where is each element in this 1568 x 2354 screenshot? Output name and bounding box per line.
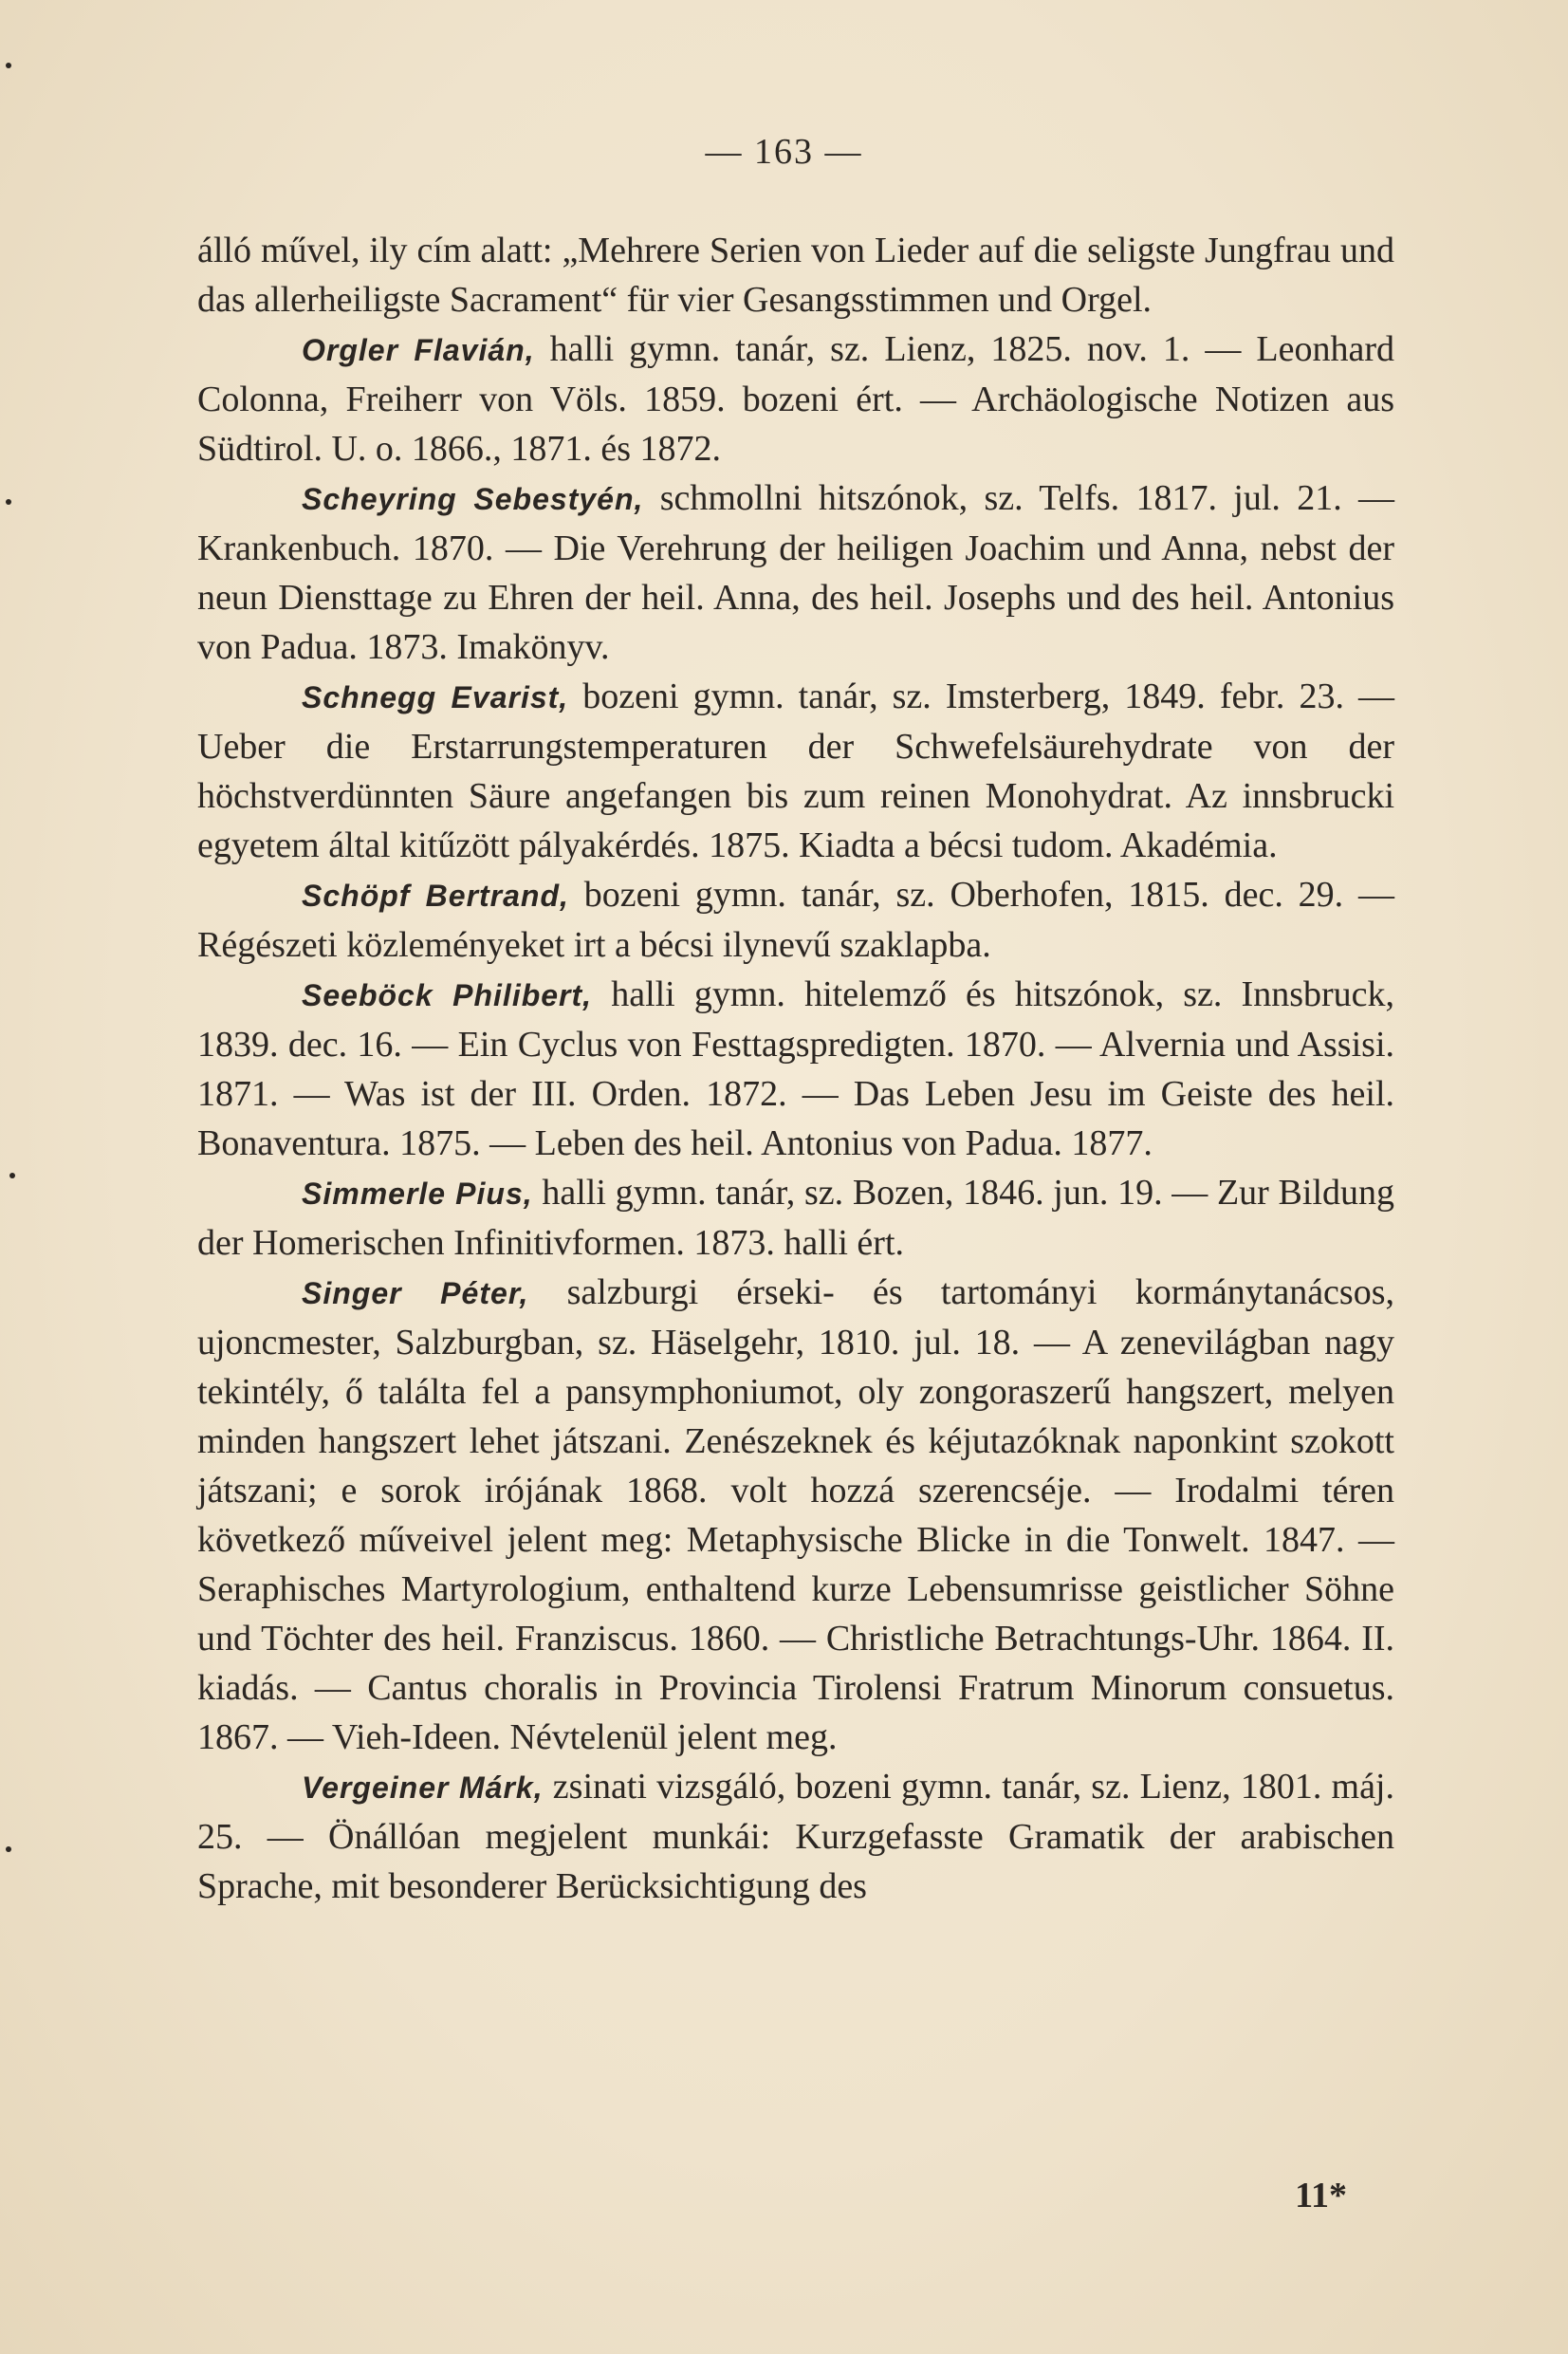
entry-text: zsinati vizsgáló, bozeni gymn. tanár, sz. Lienz, 1801. máj. 25. — Önállóan megjelent munkái: Kurzgefasste Gramatik der arabischen Sprache, mit besonderer Berücksichtigung des: [197, 1767, 1394, 1906]
entry-scheyring: [197, 473, 1394, 672]
entry-orgler: [197, 324, 1394, 473]
entry-simmerle: [197, 1168, 1394, 1268]
margin-speck: [6, 499, 11, 505]
page-body: [197, 226, 1394, 1911]
paragraph-text: álló művel, ily cím alatt: „Mehrere Serien von Lieder auf die seligste Jungfrau und das allerheiligste Sacrament“ für vier Gesangsstimmen und Orgel.: [197, 231, 1394, 320]
entry-text: bozeni gymn. tanár, sz. Imsterberg, 1849. febr. 23. — Ueber die Erstarrungstemperaturen der Schwefelsäurehydrate von der höchstverdünnten Säure angefangen bis zum reinen Monohydrat. Az innsbrucki egyetem által kitűzött pályakérdés. 1875. Kiadta a bécsi tudom. Akadémia.: [197, 677, 1394, 865]
paragraph-continuation: [197, 226, 1394, 324]
entry-text: halli gymn. tanár, sz. Bozen, 1846. jun. 19. — Zur Bildung der Homerischen Infinitivformen. 1873. halli ért.: [197, 1173, 1394, 1263]
entry-name: Schnegg Evarist,: [302, 680, 569, 714]
margin-speck: [6, 63, 11, 68]
entry-text: salzburgi érseki- és tartományi kormánytanácsos, ujoncmester, Salzburgban, sz. Häselgehr, 1810. jul. 18. — A zenevilágban nagy tekintély, ő találta fel a pansymphoniumot, oly zongoraszerű hangszert, melyen minden hangszert lehet játszani. Zenészeknek és kéjutazóknak naponkint szokott játszani; e sorok irójának 1868. volt hozzá szerencséje. — Irodalmi téren következő műveivel jelent meg: Metaphysische Blicke in die Tonwelt. 1847. — Seraphisches Martyrologium, enthaltend kurze Lebensumrisse geistlicher Söhne und Töchter des heil. Franziscus. 1860. — Christliche Betrachtungs-Uhr. 1864. II. kiadás. — Cantus choralis in Provincia Tirolensi Fratrum Minorum consuetus. 1867. — Vieh-Ideen. Névtelenül jelent meg.: [197, 1272, 1394, 1757]
page-number: — 163 —: [705, 132, 863, 172]
entry-schoepf: [197, 870, 1394, 970]
margin-speck: [6, 1846, 11, 1852]
entry-schnegg: [197, 672, 1394, 870]
entry-name: Orgler Flavián,: [302, 333, 535, 367]
entry-name: Scheyring Sebestyén,: [302, 482, 644, 516]
entry-name: Simmerle Pius,: [302, 1177, 533, 1211]
entry-text: bozeni gymn. tanár, sz. Oberhofen, 1815. dec. 29. — Régészeti közleményeket irt a bécsi ilynevű szaklapba.: [197, 875, 1394, 965]
entry-text: halli gymn. tanár, sz. Lienz, 1825. nov. 1. — Leonhard Colonna, Freiherr von Völs. 1859. bozeni ért. — Archäologische Notizen aus Südtirol. U. o. 1866., 1871. és 1872.: [197, 329, 1394, 469]
entry-name: Singer Péter,: [302, 1276, 529, 1310]
entry-vergeiner: [197, 1762, 1394, 1911]
entry-seeboeck: [197, 970, 1394, 1168]
entry-text: schmollni hitszónok, sz. Telfs. 1817. jul. 21. — Krankenbuch. 1870. — Die Verehrung der heiligen Joachim und Anna, nebst der neun Diensttage zu Ehren der heil. Anna, des heil. Josephs und des heil. Antonius von Padua. 1873. Imakönyv.: [197, 478, 1394, 667]
entry-name: Seeböck Philibert,: [302, 978, 593, 1012]
entry-text: halli gymn. hitelemző és hitszónok, sz. Innsbruck, 1839. dec. 16. — Ein Cyclus von Festtagspredigten. 1870. — Alvernia und Assisi. 1871. — Was ist der III. Orden. 1872. — Das Leben Jesu im Geiste des heil. Bonaventura. 1875. — Leben des heil. Antonius von Padua. 1877.: [197, 974, 1394, 1163]
entry-name: Schöpf Bertrand,: [302, 879, 569, 913]
entry-name: Vergeiner Márk,: [302, 1770, 544, 1805]
signature-mark: 11*: [1295, 2176, 1347, 2215]
entry-singer: [197, 1268, 1394, 1762]
margin-speck: [9, 1173, 15, 1178]
